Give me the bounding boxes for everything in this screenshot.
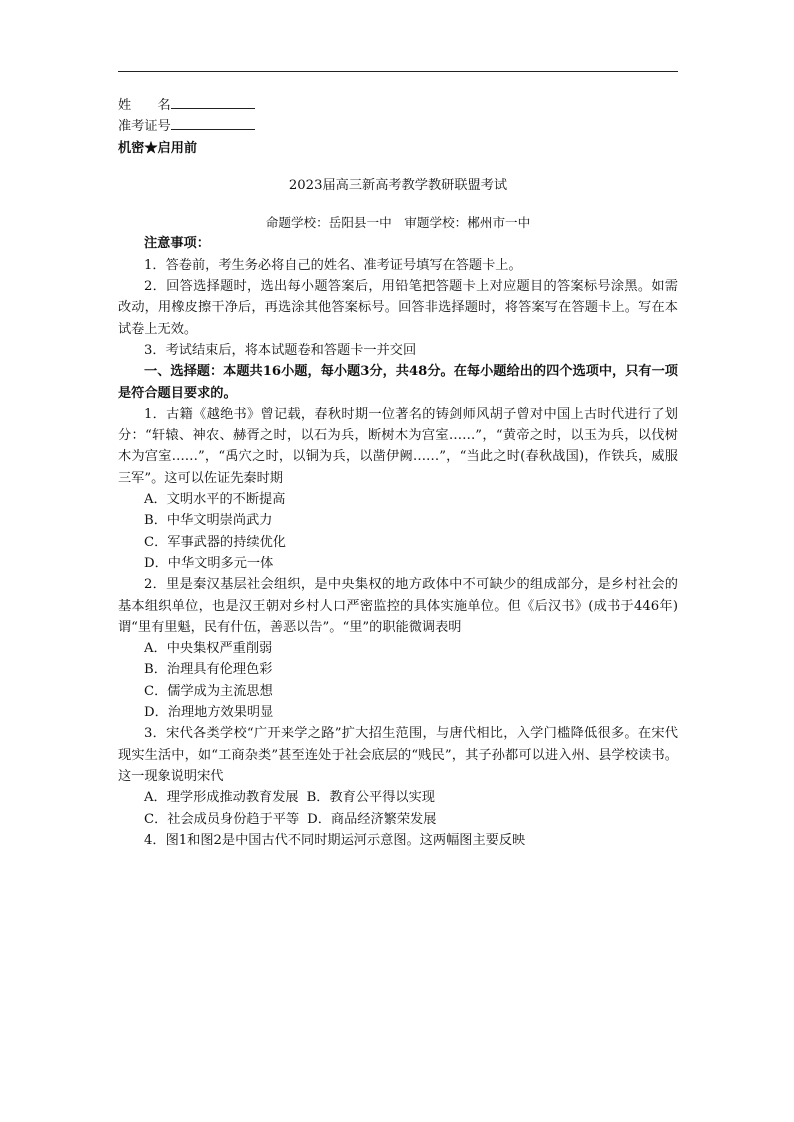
schools-line (118, 212, 678, 233)
reviewer-school: 审题学校：郴州市一中 (404, 215, 531, 231)
question-2-option-a: A．中央集权严重削弱 (144, 641, 273, 657)
section1-heading: 一、选择题：本题共16小题，每小题3分，共48分。在每小题给出的四个选项中，只有一项是符合题目要求的。 (118, 364, 678, 401)
question-2-option-b: B．治理具有伦理色彩 (144, 662, 273, 678)
note-item: 3．考试结束后，将本试题卷和答题卡一并交回 (144, 342, 417, 358)
question-3-option-c: C．社会成员身份趋于平等 (144, 811, 300, 827)
document-body (118, 95, 678, 851)
question-2-option-d: D．治理地方效果明显 (144, 705, 274, 721)
id-line (118, 116, 678, 137)
question-2-option-c: C．儒学成为主流思想 (144, 683, 273, 699)
question-3-stem: 3．宋代各类学校“广开来学之路”扩大招生范围，与唐代相比，入学门槛降低很多。在宋代现实生活中，如“工商杂类”甚至连处于社会底层的“贱民”，其子孙都可以进入州、县学校读书。这一现象说明宋代 (118, 726, 678, 784)
note-item: 1．答卷前，考生务必将自己的姓名、准考证号填写在答题卡上。 (144, 257, 522, 273)
question-1-option-a: A．文明水平的不断提高 (144, 492, 286, 508)
question-3-option-d: D．商品经济繁荣发展 (307, 811, 437, 827)
question-1-option-d: D．中华文明多元一体 (144, 555, 274, 571)
name-label: 姓 名 (118, 98, 171, 113)
setter-school: 命题学校：岳阳县一中 (265, 215, 392, 231)
id-label: 准考证号 (118, 119, 171, 135)
question-3-options-row-1 (118, 787, 678, 808)
question-3-option-a: A．理学形成推动教育发展 (144, 790, 299, 806)
confidential-mark: 机密★启用前 (118, 140, 198, 156)
question-3-option-b: B．教育公平得以实现 (306, 790, 435, 806)
notes-heading: 注意事项： (144, 236, 210, 252)
question-1-stem: 1．古籍《越绝书》曾记载，春秋时期一位著名的铸剑师风胡子曾对中国上古时代进行了划分：“轩辕、神农、赫胥之时，以石为兵，断树木为宫室……”，“黄帝之时，以玉为兵，以伐树木为宫室……”，“禹穴之时，以铜为兵，以凿伊阙……”，“当此之时(春秋战国)，作铁兵，威服三军”。这可以佐证先秦时期 (118, 406, 678, 486)
id-blank (171, 117, 255, 130)
question-1-option-c: C．军事武器的持续优化 (144, 534, 286, 550)
exam-title: 2023届高三新高考教学教研联盟考试 (288, 177, 508, 193)
top-rule (118, 71, 678, 72)
name-blank (171, 96, 255, 109)
question-4-stem: 4．图1和图2是中国古代不同时期运河示意图。这两幅图主要反映 (144, 832, 526, 848)
question-3-options-row-2 (118, 809, 678, 830)
question-1-option-b: B．中华文明崇尚武力 (144, 513, 273, 529)
question-2-stem: 2．里是秦汉基层社会组织，是中央集权的地方政体中不可缺少的组成部分，是乡村社会的基本组织单位，也是汉王朝对乡村人口严密监控的具体实施单位。但《后汉书》(成书于446年)谓“里有里魁，民有什伍，善恶以告”。“里”的职能微调表明 (118, 577, 678, 635)
note-item: 2．回答选择题时，选出每小题答案后，用铅笔把答题卡上对应题目的答案标号涂黑。如需改动，用橡皮擦干净后，再选涂其他答案标号。回答非选择题时，将答案写在答题卡上。写在本试卷上无效。 (118, 279, 678, 337)
name-line (118, 95, 678, 116)
